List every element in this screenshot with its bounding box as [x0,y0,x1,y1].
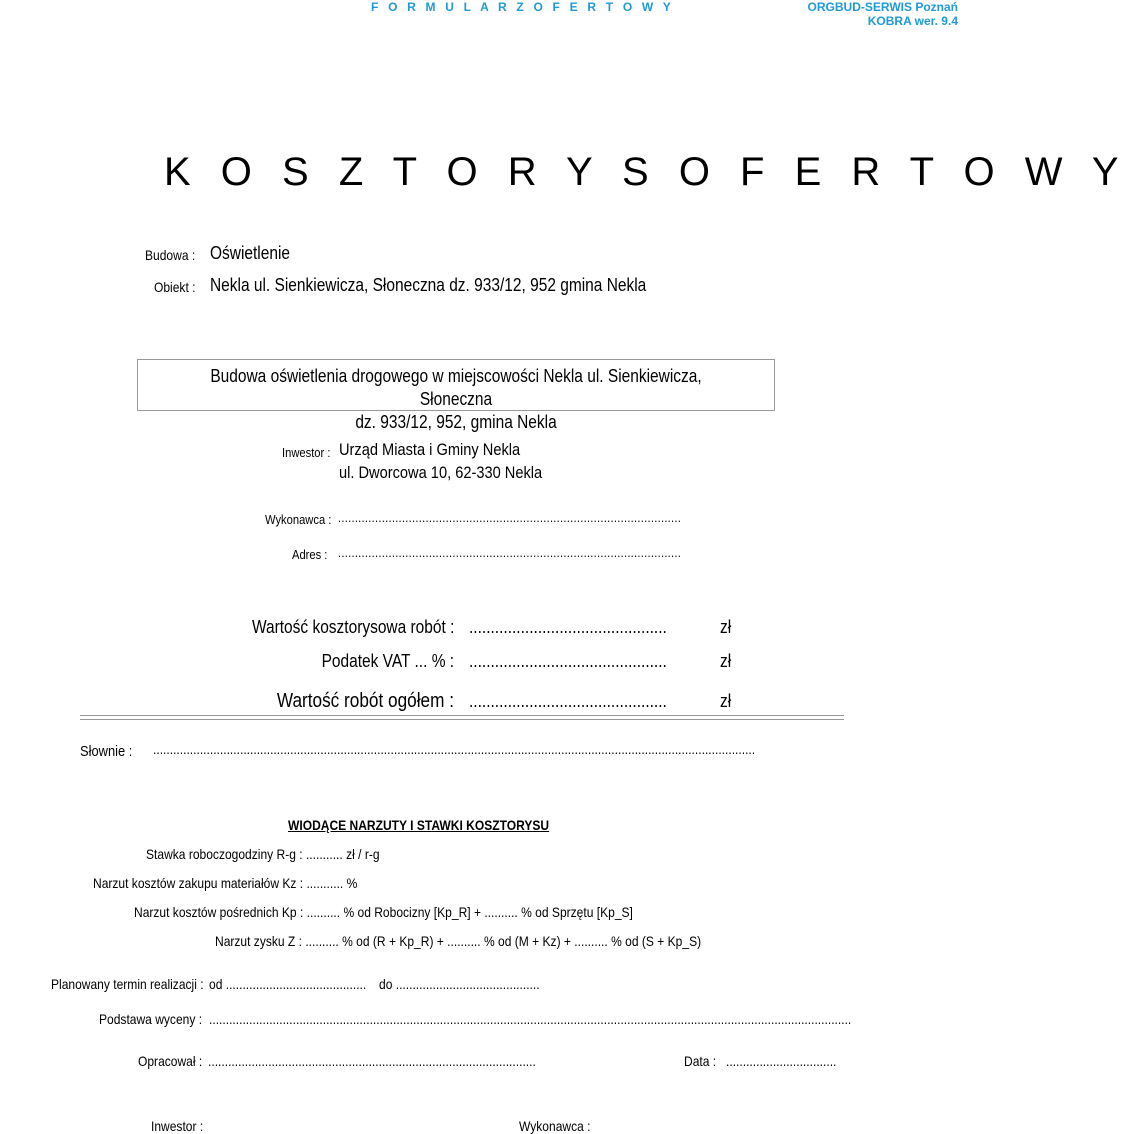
signature-inwestor: Inwestor : [151,1118,204,1134]
currency-label-1: zł [720,617,732,637]
description-text [138,365,774,434]
wartosc-ogolem-label: Wartość robót ogółem : [276,690,454,712]
obiekt-value: Nekla ul. Sienkiewicza, Słoneczna dz. 933/12, 952 gmina Nekla [210,275,647,295]
rates-heading: WIODĄCE NARZUTY I STAWKI KOSZTORYSU [288,817,550,833]
termin-od[interactable]: od .......................................... [209,976,367,992]
vat-label: Podatek VAT ... % : [321,651,454,671]
slownie-value[interactable]: .................................................................................................................................................................................... [153,741,756,757]
company-header [808,0,958,28]
termin-label: Planowany termin realizacji : [51,976,204,992]
wartosc-ogolem-value[interactable]: .............................................. [469,691,667,711]
version-label: KOBRA wer. 9.4 [867,14,958,28]
description-line-2: dz. 933/12, 952, gmina Nekla [355,412,557,432]
divider-top [80,715,844,716]
wartosc-kosztorysowa-label: Wartość kosztorysowa robót : [251,617,454,637]
data-value[interactable]: ................................. [726,1053,837,1069]
description-line-1: Budowa oświetlenia drogowego w miejscowości Nekla ul. Sienkiewicza, Słoneczna [210,366,702,409]
document-title: K O S Z T O R Y S O F E R T O W Y [164,150,1128,194]
currency-label-2: zł [720,651,732,671]
opracowal-value[interactable]: .................................................................................................. [208,1053,536,1069]
narzut-kz-line[interactable]: Narzut kosztów zakupu materiałów Kz : ........... % [93,875,358,891]
wykonawca-label: Wykonawca : [265,512,332,527]
podstawa-value[interactable]: ................................................................................................................................................................................................ [209,1011,852,1027]
narzut-kp-line[interactable]: Narzut kosztów pośrednich Kp : .......... % od Robocizny [Kp_R] + .......... % od Sprzętu [Kp_S] [134,904,633,920]
wykonawca-value[interactable]: ...................................................................................................... [338,510,682,525]
narzut-z-line[interactable]: Narzut zysku Z : .......... % od (R + Kp_R) + .......... % od (M + Kz) + .......... % od (S + Kp_S) [215,933,702,949]
budowa-label: Budowa : [145,247,196,263]
form-type-header: F O R M U L A R Z O F E R T O W Y [371,0,674,14]
company-name: ORGBUD-SERWIS Poznań [807,0,958,14]
opracowal-label: Opracował : [138,1053,203,1069]
adres-value[interactable]: ...................................................................................................... [338,545,682,560]
obiekt-label: Obiekt : [154,279,196,295]
adres-label: Adres : [292,547,328,562]
inwestor-address: ul. Dworcowa 10, 62-330 Nekla [339,463,543,482]
slownie-label: Słownie : [80,743,133,760]
vat-value[interactable]: .............................................. [469,651,667,671]
inwestor-label: Inwestor : [282,445,331,460]
signature-wykonawca: Wykonawca : [519,1118,591,1134]
podstawa-label: Podstawa wyceny : [99,1011,203,1027]
termin-do[interactable]: do ........................................... [379,976,540,992]
data-label: Data : [684,1053,717,1069]
currency-label-3: zł [720,691,732,711]
stawka-rg-line[interactable]: Stawka roboczogodziny R-g : ........... zł / r-g [146,846,380,862]
inwestor-name: Urząd Miasta i Gminy Nekla [339,440,521,459]
wartosc-kosztorysowa-value[interactable]: .............................................. [469,617,667,637]
divider-bottom [80,719,844,720]
budowa-value: Oświetlenie [210,243,291,263]
description-box [137,359,775,432]
